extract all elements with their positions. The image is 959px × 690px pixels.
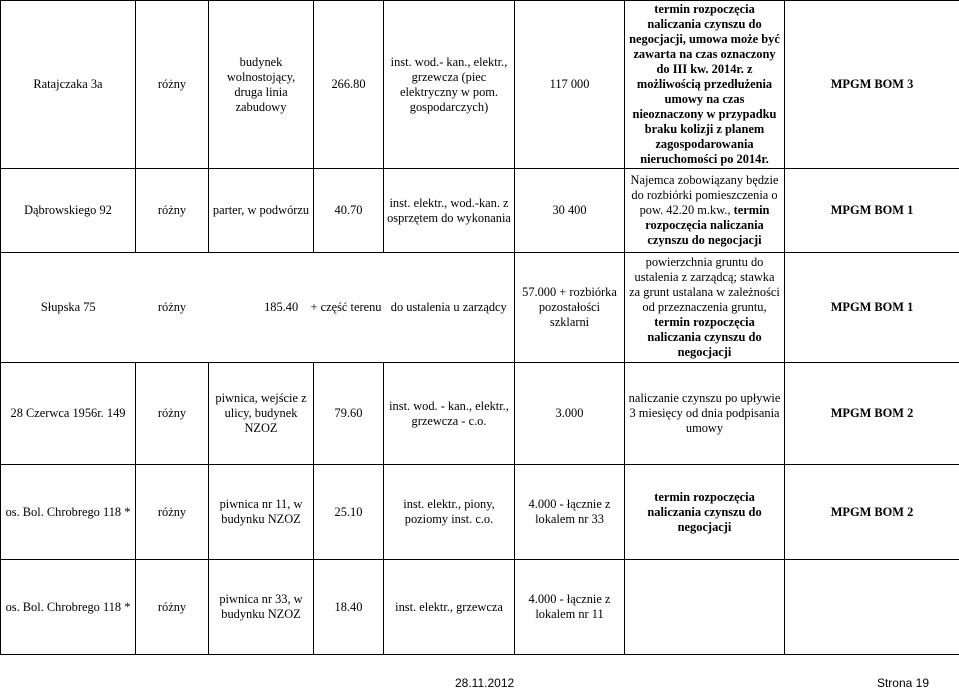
conditions-cell: termin rozpoczęcia naliczania czynszu do negocjacji: [625, 465, 785, 560]
branch-cell: różny: [136, 363, 209, 465]
price-cell: 4.000 - łącznie z lokalem nr 33: [515, 465, 625, 560]
area-cell: 185.40 + część terenu: [209, 253, 384, 363]
admin-cell: MPGM BOM 2: [785, 465, 959, 560]
table-row: [1, 560, 959, 655]
price-cell: 117 000: [515, 1, 625, 169]
utilities-cell: inst. elektr., grzewcza: [384, 560, 515, 655]
price-cell: 30 400: [515, 169, 625, 253]
area-cell: 18.40: [314, 560, 384, 655]
location-cell: piwnica nr 11, w budynku NZOZ: [209, 465, 314, 560]
branch-cell: różny: [136, 253, 209, 363]
address-cell: os. Bol. Chrobrego 118 *: [1, 560, 136, 655]
utilities-cell: inst. elektr., wod.-kan. z osprzętem do wykonania: [384, 169, 515, 253]
table-row: [1, 169, 959, 253]
area-cell: 79.60: [314, 363, 384, 465]
conditions-cell: termin rozpoczęcia naliczania czynszu do negocjacji, umowa może być zawarta na czas oznaczony do III kw. 2014r. z możliwością przedłużenia umowy na czas nieoznaczony w przypadku braku kolizji z planem zagospodarowania nieruchomości po 2014r.: [625, 1, 785, 169]
admin-cell: MPGM BOM 1: [785, 169, 959, 253]
location-cell: piwnica nr 33, w budynku NZOZ: [209, 560, 314, 655]
admin-cell: MPGM BOM 1: [785, 253, 959, 363]
conditions-plain: Najemca zobowiązany będzie do rozbiórki pomieszczenia o pow. 42.20 m.kw.,: [631, 173, 779, 217]
area-cell: 266.80: [314, 1, 384, 169]
location-cell: budynek wolnostojący, druga linia zabudowy: [209, 1, 314, 169]
branch-cell: różny: [136, 465, 209, 560]
admin-cell: [785, 560, 959, 655]
address-cell: Słupska 75: [1, 253, 136, 363]
table-row: [1, 363, 959, 465]
admin-cell: MPGM BOM 3: [785, 1, 959, 169]
price-cell: 4.000 - łącznie z lokalem nr 11: [515, 560, 625, 655]
utilities-cell: inst. wod. - kan., elektr., grzewcza - c.o.: [384, 363, 515, 465]
address-cell: Dąbrowskiego 92: [1, 169, 136, 253]
table-row: [1, 1, 959, 169]
price-cell: 3.000: [515, 363, 625, 465]
conditions-cell: [625, 560, 785, 655]
branch-cell: różny: [136, 1, 209, 169]
conditions-bold: termin rozpoczęcia naliczania czynszu do negocjacji: [645, 203, 769, 247]
conditions-bold: termin rozpoczęcia naliczania czynszu do negocjacji: [647, 315, 761, 359]
area-cell: 25.10: [314, 465, 384, 560]
utilities-cell: inst. wod.- kan., elektr., grzewcza (piec elektryczny w pom. gospodarczych): [384, 1, 515, 169]
utilities-cell: do ustalenia u zarządcy: [384, 253, 515, 363]
footer-date: 28.11.2012: [455, 676, 514, 690]
utilities-cell: inst. elektr., piony, poziomy inst. c.o.: [384, 465, 515, 560]
page-footer: [0, 676, 959, 688]
page-number: Strona 19: [877, 676, 929, 690]
area-cell: 40.70: [314, 169, 384, 253]
branch-cell: różny: [136, 560, 209, 655]
table-row: [1, 253, 959, 363]
address-cell: os. Bol. Chrobrego 118 *: [1, 465, 136, 560]
location-cell: parter, w podwórzu: [209, 169, 314, 253]
address-cell: Ratajczaka 3a: [1, 1, 136, 169]
table-row: [1, 465, 959, 560]
conditions-plain: powierzchnia gruntu do ustalenia z zarządcą; stawka za grunt ustalana w zależności od przeznaczenia gruntu,: [629, 255, 780, 314]
conditions-cell: naliczanie czynszu po upływie 3 miesięcy od dnia podpisania umowy: [625, 363, 785, 465]
conditions-cell: [625, 169, 785, 253]
admin-cell: MPGM BOM 2: [785, 363, 959, 465]
conditions-cell: [625, 253, 785, 363]
branch-cell: różny: [136, 169, 209, 253]
price-cell: 57.000 + rozbiórka pozostałości szklarni: [515, 253, 625, 363]
address-cell: 28 Czerwca 1956r. 149: [1, 363, 136, 465]
location-cell: piwnica, wejście z ulicy, budynek NZOZ: [209, 363, 314, 465]
